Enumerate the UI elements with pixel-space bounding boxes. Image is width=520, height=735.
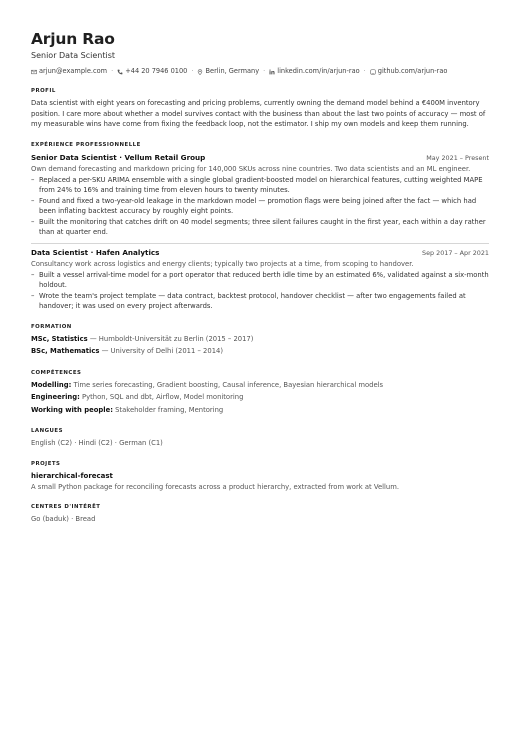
contact-github-text: github.com/arjun-rao: [377, 67, 448, 75]
skill-row: [31, 379, 489, 392]
contact-location-text: Berlin, Germany: [205, 67, 260, 75]
job-title: Data Scientist · Hafen Analytics: [31, 247, 160, 257]
list-item: [31, 217, 489, 238]
job-divider: [31, 243, 489, 244]
job-date: Sep 2017 – Apr 2021: [422, 248, 489, 257]
bullet-dash: –: [31, 270, 35, 279]
bullet-text: Built the monitoring that catches drift on 40 model segments; three silent failures caught in the first year, each within a day rather than at quarter end.: [39, 217, 486, 236]
contact-linkedin[interactable]: [269, 67, 359, 76]
job-description: Consultancy work across logistics and energy clients; typically two projects at a time, from scoping to handover.: [31, 259, 414, 268]
education-detail: — University of Delhi (2011 – 2014): [101, 347, 224, 355]
education-item: [31, 333, 489, 346]
job-bullets: [31, 270, 489, 312]
bullet-dash: –: [31, 291, 35, 300]
contact-email[interactable]: [31, 67, 107, 76]
phone-icon: [117, 69, 123, 75]
skill-value: Stakeholder framing, Mentoring: [115, 405, 224, 414]
skills-list: [31, 379, 489, 417]
project-name: hierarchical-forecast: [31, 471, 113, 480]
contact-location: [197, 67, 259, 76]
education-list: [31, 333, 489, 358]
contact-separator: ·: [363, 67, 366, 75]
skill-label: Working with people:: [31, 405, 113, 414]
interests-text: Go (baduk) · Bread: [31, 515, 96, 523]
job-title: Senior Data Scientist · Vellum Retail Group: [31, 152, 206, 162]
skill-label: Modelling:: [31, 380, 72, 389]
job-bullets: [31, 175, 489, 238]
linkedin-icon: [269, 69, 275, 75]
bullet-text: Built a vessel arrival-time model for a port operator that reduced berth idle time by an estimated 6%, validated against a six-month holdout.: [39, 270, 489, 289]
candidate-name: Arjun Rao: [31, 30, 115, 48]
contact-separator: ·: [263, 67, 266, 75]
location-icon: [197, 69, 203, 75]
project-description: A small Python package for reconciling forecasts across a product hierarchy, extracted from work at Vellum.: [31, 482, 400, 491]
bullet-dash: –: [31, 217, 35, 226]
list-item: [31, 270, 489, 291]
job-header: [31, 153, 489, 162]
contact-phone-text: +44 20 7946 0100: [125, 67, 188, 75]
section-title-education: FORMATION: [31, 323, 72, 330]
skill-row: [31, 404, 489, 417]
languages-text: English (C2) · Hindi (C2) · German (C1): [31, 439, 163, 447]
job-header: [31, 248, 489, 257]
contact-email-text: arjun@example.com: [39, 67, 108, 75]
list-item: [31, 175, 489, 196]
profile-summary: Data scientist with eight years on forecasting and pricing problems, currently owning the demand model behind a €400M inventory position. I care more about whether a model survives contact with the business than about the last two points of accuracy — most of my measurable wins have come from fixing the feedback loop, not the estimator. I ship my own models and keep them running.: [31, 99, 486, 128]
section-title-interests: CENTRES D'INTÉRÊT: [31, 504, 101, 510]
education-item: [31, 345, 489, 358]
section-title-experience: EXPÉRIENCE PROFESSIONNELLE: [31, 141, 141, 148]
section-title-languages: LANGUES: [31, 428, 63, 434]
bullet-dash: –: [31, 175, 35, 184]
mail-icon: [31, 69, 37, 75]
contact-github[interactable]: [370, 67, 448, 76]
bullet-text: Found and fixed a two-year-old leakage in the markdown model — promotion flags were being joined after the fact — which had been inflating backtest accuracy by roughly eight points.: [39, 196, 477, 215]
list-item: [31, 291, 489, 312]
skill-row: [31, 391, 489, 404]
skill-label: Engineering:: [31, 393, 80, 401]
section-title-skills: COMPÉTENCES: [31, 369, 82, 376]
candidate-role: Senior Data Scientist: [31, 51, 116, 60]
job-entry-hafen: [31, 248, 489, 312]
contact-line: [31, 67, 489, 76]
job-entry-vellum: [31, 153, 489, 238]
section-title-projects: PROJETS: [31, 460, 61, 467]
contact-linkedin-text: linkedin.com/in/arjun-rao: [277, 67, 360, 75]
bullet-text: Replaced a per-SKU ARIMA ensemble with a single global gradient-boosted model on hierarchical features, cutting weighted MAPE from 24% to 16% and training time from eleven hours to twenty minutes.: [39, 175, 483, 194]
list-item: [31, 196, 489, 217]
skill-value: Time series forecasting, Gradient boosting, Causal inference, Bayesian hierarchical models: [73, 380, 384, 389]
section-title-profile: PROFIL: [31, 88, 56, 94]
job-description: Own demand forecasting and markdown pricing for 140,000 SKUs across nine countries. Two data scientists and an ML engineer.: [31, 164, 471, 173]
contact-phone[interactable]: [117, 67, 187, 76]
job-date: May 2021 – Present: [426, 153, 489, 162]
education-degree: MSc, Statistics: [31, 334, 88, 343]
contact-separator: ·: [111, 67, 114, 75]
contact-separator: ·: [191, 67, 194, 75]
github-icon: [370, 69, 376, 75]
bullet-text: Wrote the team's project template — data contract, backtest protocol, handover checklist — after two engagements failed at handover; it was used on every project afterwards.: [39, 291, 466, 310]
bullet-dash: –: [31, 196, 35, 205]
education-degree: BSc, Mathematics: [31, 347, 100, 355]
education-detail: — Humboldt-Universität zu Berlin (2015 – 2017): [89, 334, 254, 343]
skill-value: Python, SQL and dbt, Airflow, Model monitoring: [82, 393, 244, 401]
